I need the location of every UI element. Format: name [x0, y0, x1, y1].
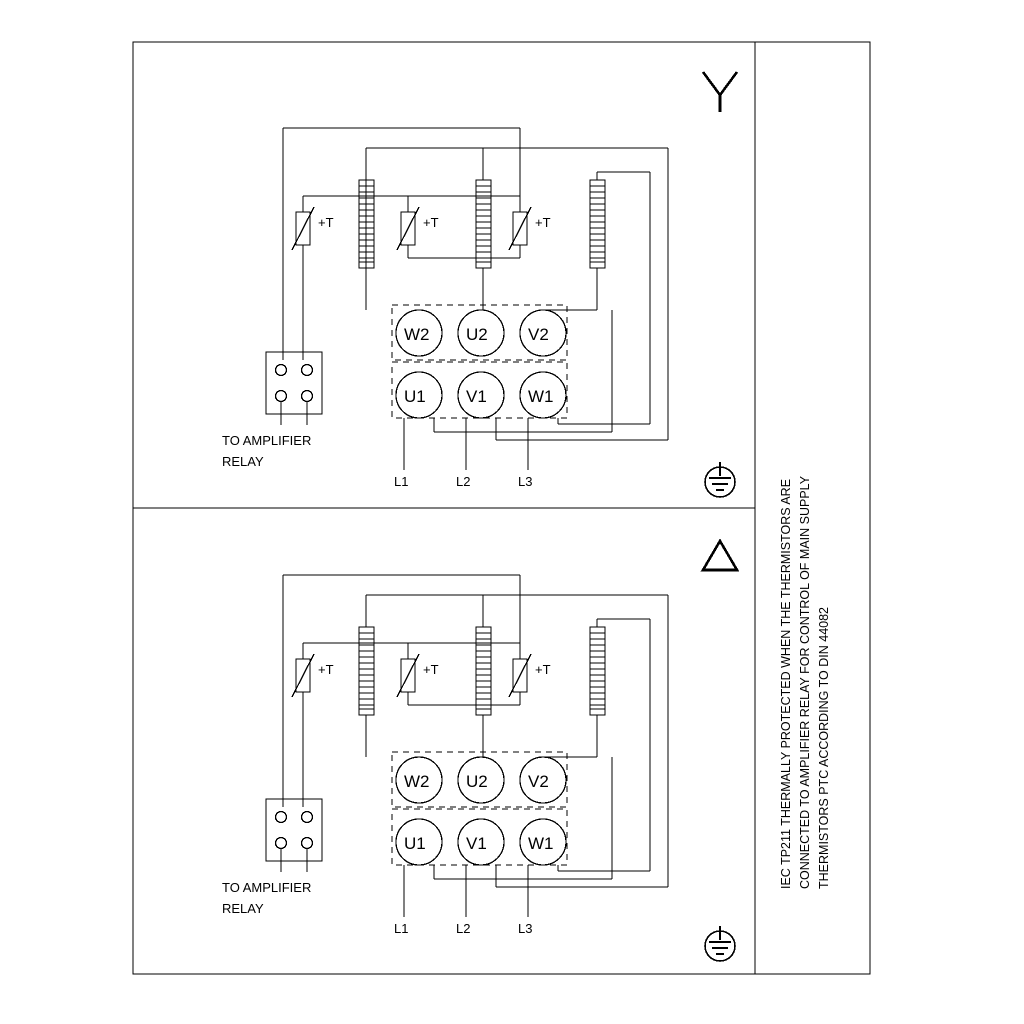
- terminal-label-u2-star: U2: [466, 325, 488, 344]
- thermistor-label-2-delta: +T: [423, 662, 439, 677]
- supply-label-l1-star: L1: [394, 474, 409, 489]
- amplifier-relay-label-line2-star: RELAY: [222, 454, 264, 469]
- side-note-line-2: CONNECTED TO AMPLIFIER RELAY FOR CONTROL OF MAIN SUPPLY: [798, 475, 812, 889]
- panel-delta-graphics: [266, 541, 737, 961]
- supply-label-l1-delta: L1: [394, 921, 409, 936]
- thermistor-label-1-star: +T: [318, 215, 334, 230]
- side-note-line-3: THERMISTORS PTC ACCORDING TO DIN 44082: [817, 606, 831, 889]
- panel-star-graphics: [266, 72, 737, 497]
- terminal-label-v1-delta: V1: [466, 834, 487, 853]
- terminal-label-v2-star: V2: [528, 325, 549, 344]
- terminal-label-v2-delta: V2: [528, 772, 549, 791]
- amplifier-relay-label-line2-delta: RELAY: [222, 901, 264, 916]
- terminal-label-w2-star: W2: [404, 325, 430, 344]
- thermistor-label-2-star: +T: [423, 215, 439, 230]
- thermistor-label-3-delta: +T: [535, 662, 551, 677]
- terminal-label-u1-star: U1: [404, 387, 426, 406]
- terminal-label-w1-star: W1: [528, 387, 554, 406]
- amplifier-relay-label-line1-delta: TO AMPLIFIER: [222, 880, 312, 895]
- terminal-label-w1-delta: W1: [528, 834, 554, 853]
- terminal-label-v1-star: V1: [466, 387, 487, 406]
- amplifier-relay-label-line1-star: TO AMPLIFIER: [222, 433, 312, 448]
- side-note-line-1: IEC TP211 THERMALLY PROTECTED WHEN THE THERMISTORS ARE: [779, 478, 793, 889]
- supply-label-l2-star: L2: [456, 474, 471, 489]
- supply-label-l3-star: L3: [518, 474, 533, 489]
- terminal-label-u2-delta: U2: [466, 772, 488, 791]
- terminal-label-w2-delta: W2: [404, 772, 430, 791]
- thermistor-label-1-delta: +T: [318, 662, 334, 677]
- thermistor-label-3-star: +T: [535, 215, 551, 230]
- supply-label-l2-delta: L2: [456, 921, 471, 936]
- supply-label-l3-delta: L3: [518, 921, 533, 936]
- terminal-label-u1-delta: U1: [404, 834, 426, 853]
